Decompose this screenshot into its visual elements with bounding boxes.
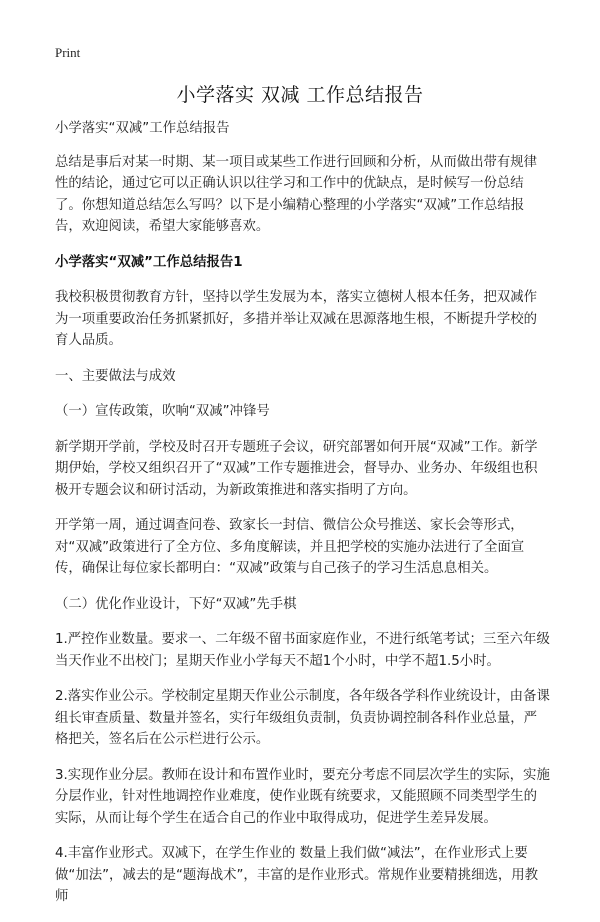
report-heading: 小学落实“双减”工作总结报告1: [55, 254, 243, 270]
intro-paragraph: 总结是事后对某一时期、某一项目或某些工作进行回顾和分析，从而做出带有规律性的结论，通过它可以正确认识以往学习和工作中的优缺点，是时候写一份总结了。你想知道总结怎么写吗？以下是小编精心整理的小学落实“双减”工作总结报告，欢迎阅读，希望大家能够喜欢。: [55, 154, 538, 234]
document-subtitle: 小学落实“双减”工作总结报告: [55, 121, 230, 136]
document-body: [55, 118, 550, 922]
body-paragraph: 新学期开学前，学校及时召开专题班子会议，研究部署如何开展“双减”工作。新学期伊始，学校又组织召开了“双减”工作专题推进会，督导办、业务办、年级组也积极开专题会议和研讨活动，为新政策推进和落实指明了方向。: [55, 439, 538, 498]
body-paragraph: 3.实现作业分层。教师在设计和布置作业时，要充分考虑不同层次学生的实际，实施分层作业，针对性地调控作业难度，使作业既有统要求，又能照顾不同类型学生的实际，从而让每个学生在适合自己的作业中取得成功，促进学生差异发展。: [55, 767, 550, 826]
section-heading-main-practices: 一、主要做法与成效: [55, 368, 176, 384]
body-paragraph: 开学第一周，通过调查问卷、致家长一封信、微信公众号推送、家长会等形式，对“双减”政策进行了全方位、多角度解读，并且把学校的实施办法进行了全面宣传，确保让每位家长都明白：“双减”政策与自己孩子的学习生活息息相关。: [55, 518, 525, 576]
subsection-heading-homework: （二）优化作业设计，下好“双减”先手棋: [55, 596, 297, 612]
body-paragraph: 我校积极贯彻教育方针，坚持以学生发展为本，落实立德树人根本任务，把双减作为一项重要政治任务抓紧抓好，多措并举让双减在思源落地生根，不断提升学校的育人品质。: [55, 290, 538, 348]
body-paragraph: 4.丰富作业形式。双减下，在学生作业的 数量上我们做“减法”，在作业形式上要做“加法”，减去的是“题海战术”，丰富的是作业形式。常规作业要精挑细选，用教师: [55, 846, 539, 904]
print-link[interactable]: Print: [55, 45, 81, 60]
body-paragraph: 2.落实作业公示。学校制定星期天作业公示制度，各年级各学科作业统设计，由备课组长审查质量、数量并签名，实行年级组负责制，负责协调控制各科作业总量，严格把关，签名后在公示栏进行公示。: [55, 689, 550, 747]
page-title: 小学落实 双减 工作总结报告: [176, 84, 424, 106]
body-paragraph: 1.严控作业数量。要求一、二年级不留书面家庭作业，不进行纸笔考试；三至六年级当天作业不出校门；星期天作业小学每天不超1个小时，中学不超1.5小时。: [55, 632, 550, 669]
subsection-heading-policy: （一）宣传政策，吹响“双减”冲锋号: [55, 404, 270, 419]
